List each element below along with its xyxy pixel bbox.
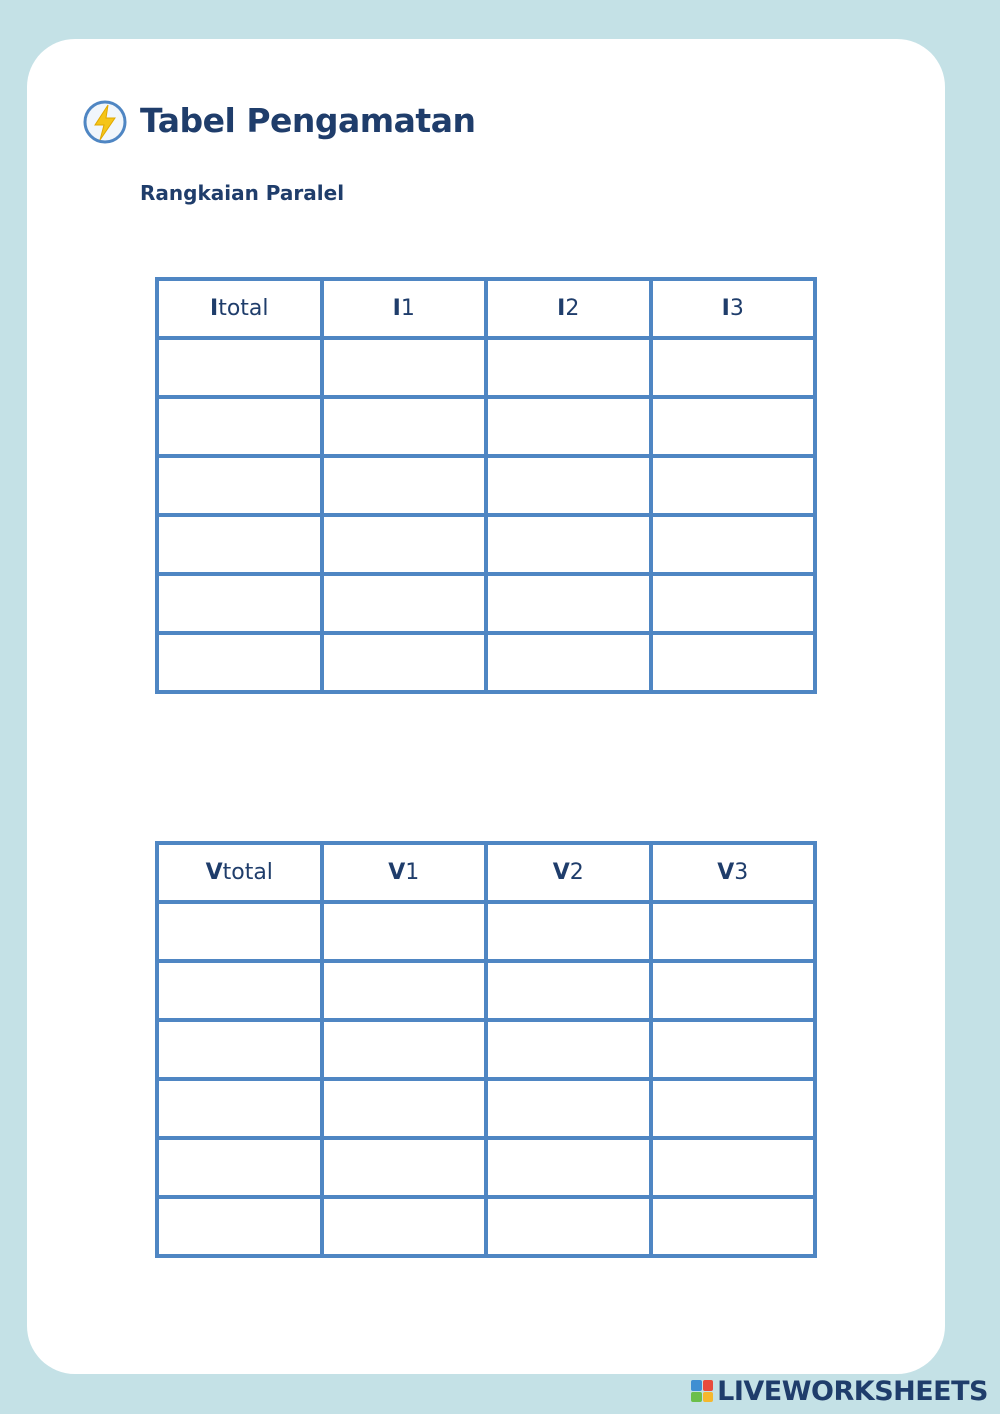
table-row	[157, 397, 815, 456]
header-v-1: V1	[322, 843, 487, 902]
answer-cell[interactable]	[486, 1079, 651, 1138]
answer-cell[interactable]	[651, 574, 816, 633]
header-i-3: I3	[651, 279, 816, 338]
answer-cell[interactable]	[322, 1138, 487, 1197]
answer-cell[interactable]	[322, 902, 487, 961]
header-v-total: Vtotal	[157, 843, 322, 902]
answer-cell[interactable]	[486, 456, 651, 515]
logo-square	[703, 1392, 714, 1403]
answer-cell[interactable]	[486, 338, 651, 397]
answer-cell[interactable]	[486, 633, 651, 692]
answer-cell[interactable]	[322, 456, 487, 515]
table-header-row	[157, 279, 815, 338]
answer-cell[interactable]	[486, 397, 651, 456]
table-row	[157, 1020, 815, 1079]
answer-cell[interactable]	[651, 1079, 816, 1138]
answer-cell[interactable]	[322, 633, 487, 692]
voltage-observation-table	[155, 841, 817, 1258]
answer-cell[interactable]	[651, 1020, 816, 1079]
answer-cell[interactable]	[651, 961, 816, 1020]
answer-cell[interactable]	[157, 1197, 322, 1256]
answer-cell[interactable]	[157, 902, 322, 961]
header-i-total: Itotal	[157, 279, 322, 338]
answer-cell[interactable]	[651, 397, 816, 456]
answer-cell[interactable]	[157, 397, 322, 456]
answer-cell[interactable]	[486, 574, 651, 633]
answer-cell[interactable]	[157, 1138, 322, 1197]
table-row	[157, 456, 815, 515]
answer-cell[interactable]	[651, 515, 816, 574]
table-row	[157, 338, 815, 397]
watermark-text: LIVEWORKSHEETS	[717, 1375, 988, 1407]
logo-square	[703, 1380, 714, 1391]
answer-cell[interactable]	[157, 961, 322, 1020]
table-row	[157, 574, 815, 633]
table-header-row	[157, 843, 815, 902]
answer-cell[interactable]	[486, 1020, 651, 1079]
current-observation-table	[155, 277, 817, 694]
answer-cell[interactable]	[157, 338, 322, 397]
answer-cell[interactable]	[651, 1138, 816, 1197]
answer-cell[interactable]	[322, 515, 487, 574]
lightning-bolt-icon	[82, 99, 128, 145]
liveworksheets-logo-icon	[691, 1380, 713, 1402]
logo-square	[691, 1380, 702, 1391]
answer-cell[interactable]	[486, 961, 651, 1020]
header-i-1: I1	[322, 279, 487, 338]
answer-cell[interactable]	[322, 1079, 487, 1138]
current-table-body	[157, 338, 815, 692]
header-v-3: V3	[651, 843, 816, 902]
answer-cell[interactable]	[157, 1020, 322, 1079]
table-row	[157, 515, 815, 574]
answer-cell[interactable]	[486, 1197, 651, 1256]
table-row	[157, 633, 815, 692]
answer-cell[interactable]	[157, 456, 322, 515]
answer-cell[interactable]	[651, 338, 816, 397]
answer-cell[interactable]	[486, 515, 651, 574]
header-v-2: V2	[486, 843, 651, 902]
answer-cell[interactable]	[486, 1138, 651, 1197]
table-row	[157, 961, 815, 1020]
header-i-2: I2	[486, 279, 651, 338]
answer-cell[interactable]	[651, 456, 816, 515]
table-row	[157, 902, 815, 961]
answer-cell[interactable]	[651, 902, 816, 961]
answer-cell[interactable]	[157, 633, 322, 692]
answer-cell[interactable]	[157, 1079, 322, 1138]
answer-cell[interactable]	[322, 574, 487, 633]
logo-square	[691, 1392, 702, 1403]
answer-cell[interactable]	[486, 902, 651, 961]
answer-cell[interactable]	[157, 515, 322, 574]
table-row	[157, 1079, 815, 1138]
voltage-table-body	[157, 902, 815, 1256]
answer-cell[interactable]	[651, 633, 816, 692]
answer-cell[interactable]	[651, 1197, 816, 1256]
answer-cell[interactable]	[322, 1020, 487, 1079]
page-title: Tabel Pengamatan	[140, 101, 476, 140]
answer-cell[interactable]	[322, 961, 487, 1020]
page-subtitle: Rangkaian Paralel	[140, 181, 345, 205]
table-row	[157, 1138, 815, 1197]
answer-cell[interactable]	[322, 397, 487, 456]
answer-cell[interactable]	[322, 1197, 487, 1256]
liveworksheets-watermark	[691, 1376, 988, 1406]
answer-cell[interactable]	[322, 338, 487, 397]
table-row	[157, 1197, 815, 1256]
answer-cell[interactable]	[157, 574, 322, 633]
